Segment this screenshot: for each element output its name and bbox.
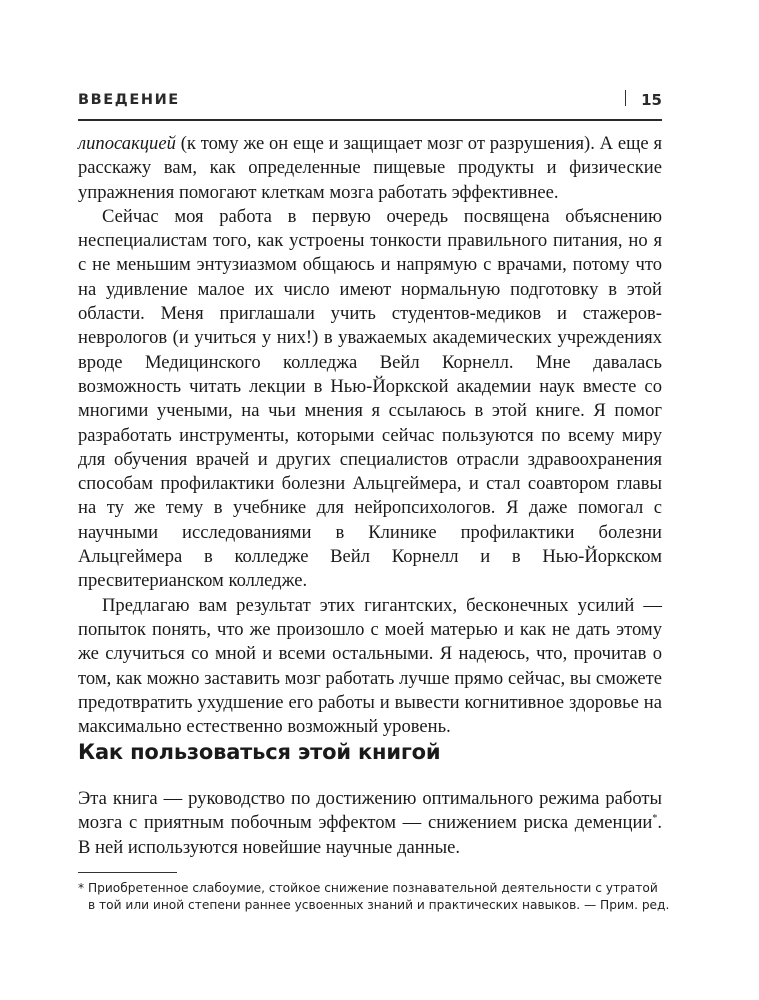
section-text xyxy=(78,787,662,860)
header-separator xyxy=(625,90,627,106)
footnote xyxy=(78,880,678,914)
section-paragraph-tail: . В ней используются новейшие научные данные. xyxy=(78,812,662,858)
paragraph-1 xyxy=(78,132,662,205)
section-paragraph xyxy=(78,787,662,860)
paragraph-1-text: (к тому же он еще и защищает мозг от разрушения). А еще я расскажу вам, как определенные пищевые продукты и физические упражнения помогают клеткам мозга работать эффективнее. xyxy=(78,133,662,203)
section-heading: Как пользоваться этой книгой xyxy=(78,740,441,764)
page-number: 15 xyxy=(641,91,662,109)
footnote-line-2: в той или иной степени раннее усвоенных знаний и практических навыков. — Прим. ред. xyxy=(88,898,670,912)
paragraph-3: Предлагаю вам результат этих гигантских, бесконечных усилий — попыток понять, что же произошло с моей матерью и как не дать этому же случиться со мной и всеми остальными. Я надеюсь, что, прочитав о том, как можно заставить мозг работать лучше прямо сейчас, вы сможете предотвратить ухудшение его работы и вывести когнитивное здоровье на максимально естественно возможный уровень. xyxy=(78,594,662,738)
header-rule xyxy=(78,119,662,121)
paragraph-2: Сейчас моя работа в первую очередь посвящена объяснению неспециалистам того, как устроены тонкости правильного питания, но я с не меньшим энтузиазмом общаюсь и напрямую с врачами, потому что на удивление малое их число имеют нормальную подготовку в этой области. Меня приглашали учить студентов-медиков и стажеров-неврологов (и учиться у них!) в уважаемых академических учреждениях вроде Медицинского колледжа Вейл Корнелл. Мне давалась возможность читать лекции в Нью-Йоркской академии наук вместе со многими учеными, на чьи мнения я ссылаюсь в этой книге. Я помог разработать инструменты, которыми сейчас пользуются по всему миру для обучения врачей и других специалистов отрасли здравоохранения способам профилактики болезни Альцгеймера, и стал соавтором главы на ту же тему в учебнике для нейропсихологов. Я даже помогал с научными исследованиями в Клинике профилактики болезни Альцгеймера в колледже Вейл Корнелл и в Нью-Йоркском пресвитерианском колледже. xyxy=(78,205,662,592)
footnote-rule xyxy=(78,872,177,873)
running-header xyxy=(78,86,662,116)
footnote-marker: * xyxy=(652,813,658,825)
section-paragraph-text: Эта книга — руководство по достижению оптимального режима работы мозга с приятным побочным эффектом — снижением риска деменции xyxy=(78,788,662,834)
intro-text xyxy=(78,132,662,739)
footnote-line-1: * Приобретенное слабоумие, стойкое снижение познавательной деятельности с утратой xyxy=(78,881,658,895)
italic-term: липосакцией xyxy=(78,133,176,154)
chapter-title: ВВЕДЕНИЕ xyxy=(78,92,180,108)
